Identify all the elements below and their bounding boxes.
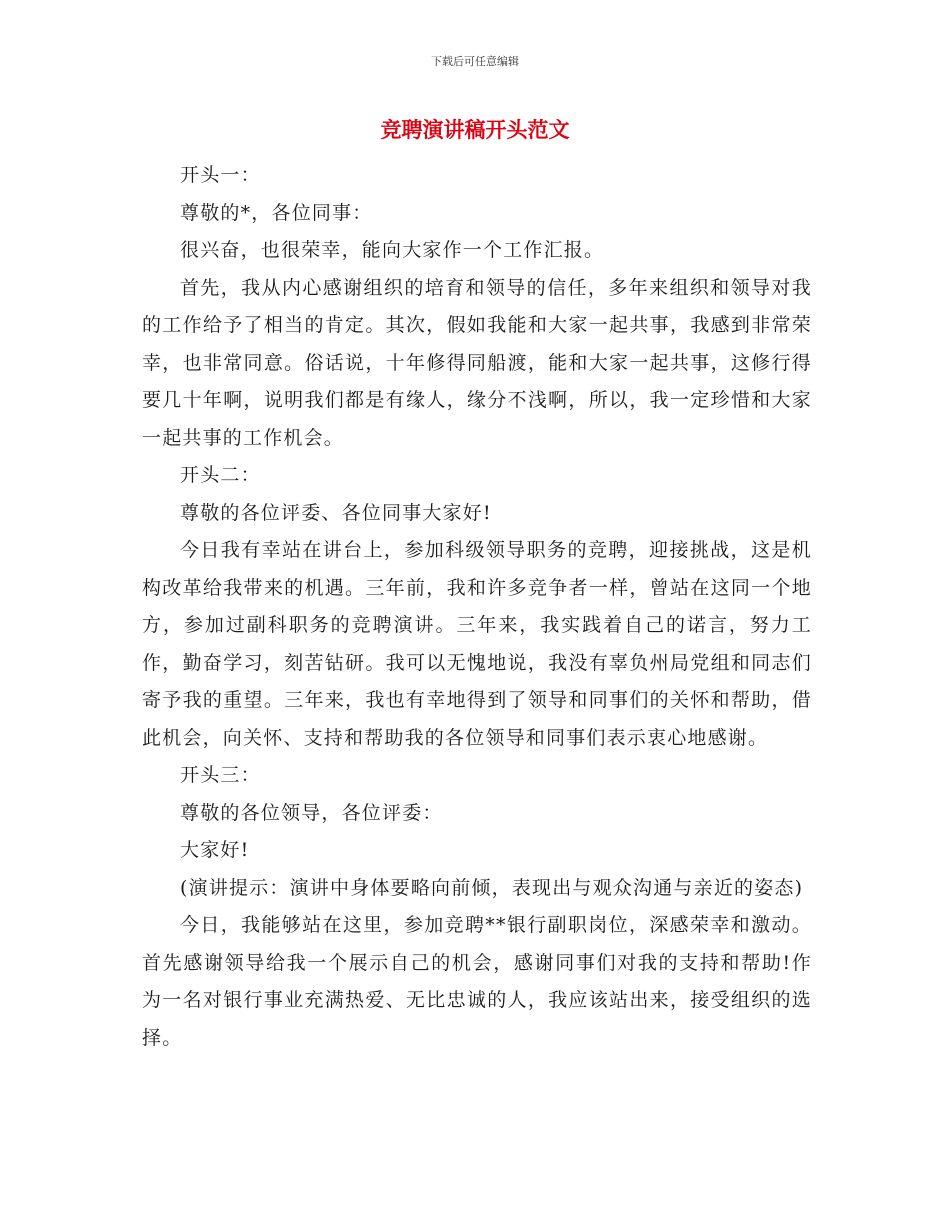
paragraph: 今日我有幸站在讲台上，参加科级领导职务的竞聘，迎接挑战，这是机构改革给我带来的机遇。三年前，我和许多竞争者一样，曾站在这同一个地方，参加过副科职务的竞聘演讲。三年来，我实践着自己的诺言，努力工作，勤奋学习，刻苦钻研。我可以无愧地说，我没有辜负州局党组和同志们寄予我的重望。三年来，我也有幸地得到了领导和同事们的关怀和帮助，借此机会，向关怀、支持和帮助我的各位领导和同事们表示衷心地感谢。 (142, 539, 812, 749)
document-body (142, 157, 812, 1057)
greeting: 大家好! (180, 839, 250, 861)
paragraph: 很兴奋，也很荣幸，能向大家作一个工作汇报。 (180, 239, 605, 261)
page-title: 竞聘演讲稿开头范文 (380, 117, 570, 142)
heading-opening-2: 开头二： (180, 464, 261, 486)
speech-tip: (演讲提示：演讲中身体要略向前倾，表现出与观众沟通与亲近的姿态) (180, 876, 804, 899)
header-note: 下载后可任意编辑 (431, 55, 519, 68)
paragraph: 今日，我能够站在这里，参加竞聘**银行副职岗位，深感荣幸和激动。首先感谢领导给我一个展示自己的机会，感谢同事们对我的支持和帮助!作为一名对银行事业充满热爱、无比忠诚的人，我应该站出来，接受组织的选择。 (142, 914, 812, 1049)
salutation-3: 尊敬的各位领导，各位评委： (180, 801, 443, 824)
paragraph: 首先，我从内心感谢组织的培育和领导的信任，多年来组织和领导对我的工作给予了相当的肯定。其次，假如我能和大家一起共事，我感到非常荣幸，也非常同意。俗话说，十年修得同船渡，能和大家一起共事，这修行得要几十年啊，说明我们都是有缘人，缘分不浅啊，所以，我一定珍惜和大家一起共事的工作机会。 (142, 276, 812, 449)
heading-opening-1: 开头一： (180, 164, 261, 186)
salutation-2: 尊敬的各位评委、各位同事大家好! (180, 501, 492, 524)
salutation-1: 尊敬的*，各位同事： (180, 201, 373, 224)
heading-opening-3: 开头三： (180, 764, 261, 786)
